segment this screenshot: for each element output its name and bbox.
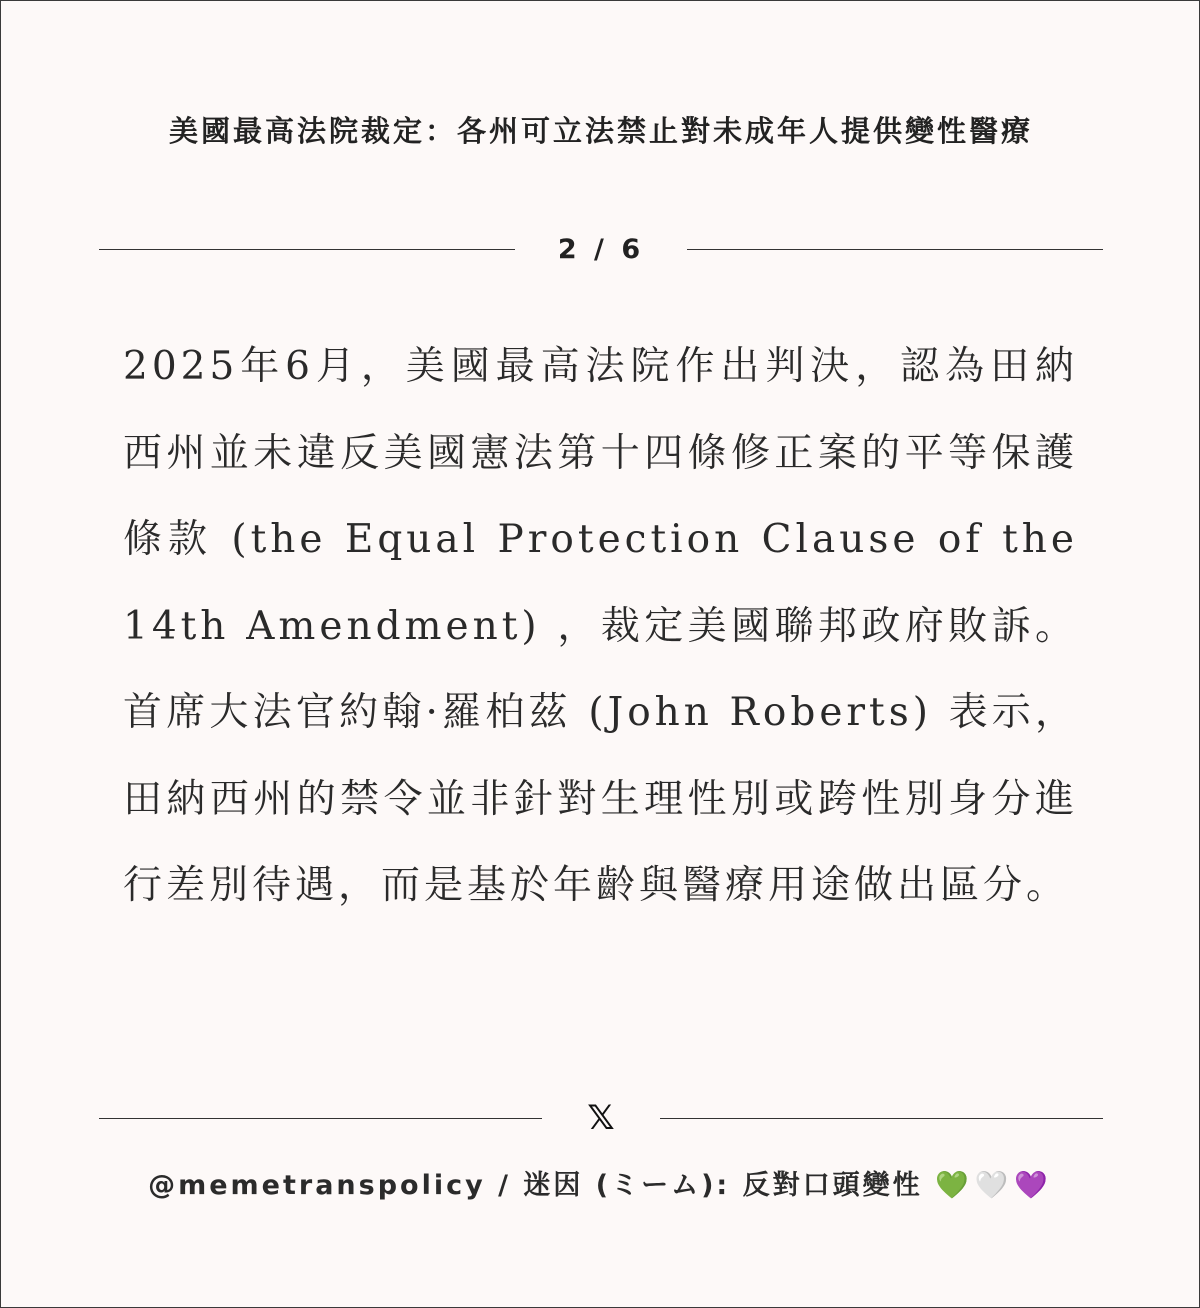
x-logo-row [99,1098,1103,1138]
body-paragraph: 2025年6月，美國最高法院作出判決，認為田納西州並未違反美國憲法第十四條修正案的平等保護條款 (the Equal Protection Clause of the 14th Amendment) ，裁定美國聯邦政府敗訴。首席大法官約翰·羅柏茲 (John Roberts) 表示，田納西州的禁令並非針對生理性別或跨性別身分進行差別待遇，而是基於年齡與醫療用途做出區分。 [123,344,1078,908]
footer [1,1163,1200,1202]
divider-left [99,1118,542,1119]
page-indicator-row [99,229,1103,269]
x-logo-icon: 𝕏 [587,1098,615,1138]
hearts-emoji: 💚🤍💜 [935,1170,1054,1201]
footer-handle: @memetranspolicy / 迷因 (ミーム): 反對口頭變性 [148,1170,923,1201]
divider-left [99,249,515,250]
divider-right [660,1118,1103,1119]
page-indicator: 2 / 6 [557,233,645,265]
page-title: 美國最高法院裁定：各州可立法禁止對未成年人提供變性醫療 [168,114,1033,148]
divider-right [687,249,1103,250]
